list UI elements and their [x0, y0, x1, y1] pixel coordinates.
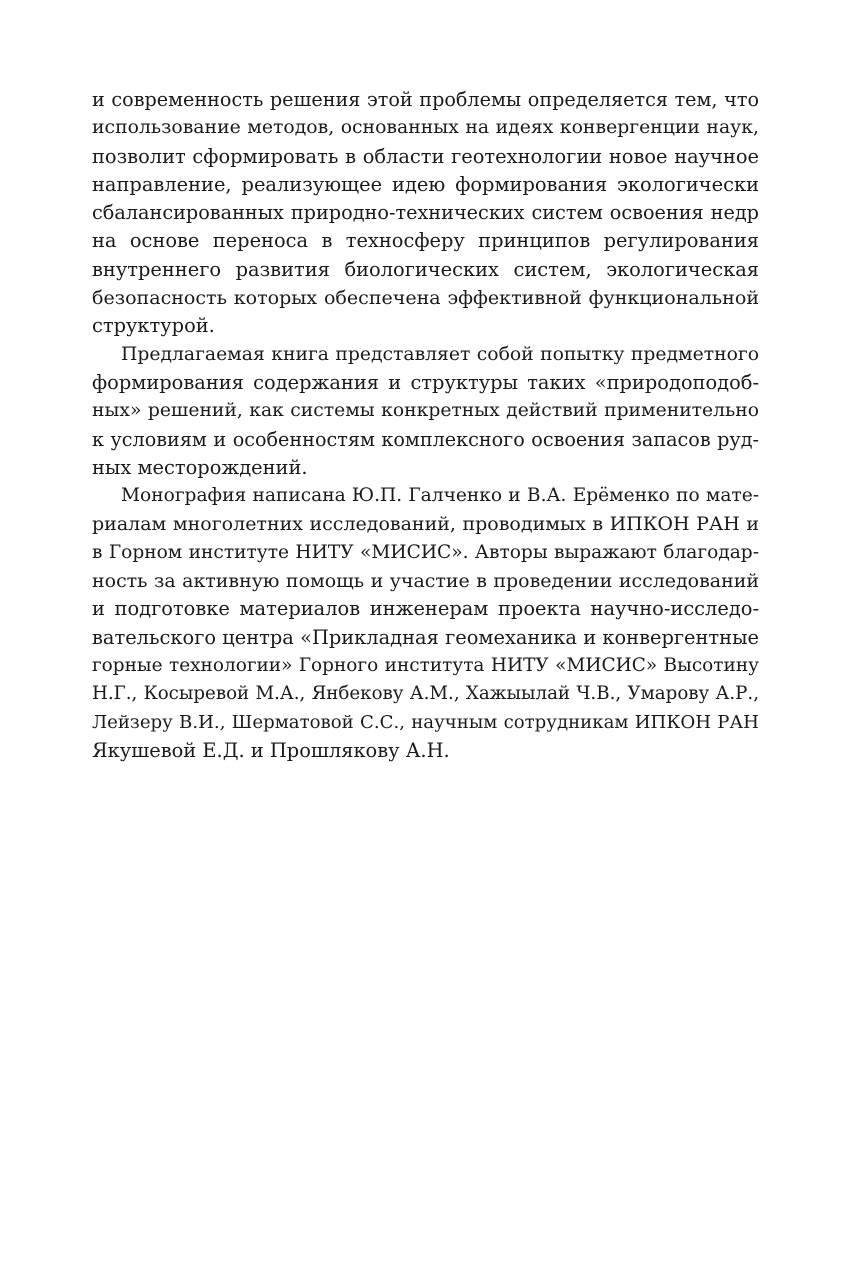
text-line: на основе переноса в техносферу принципов регулирования: [92, 229, 759, 253]
text-line: Якушевой Е.Д. и Прошлякову А.Н.: [92, 738, 450, 762]
text-line: Лейзеру В.И., Шерматовой С.С., научным сотрудникам ИПКОН РАН: [92, 711, 759, 733]
text-line: ных» решений, как системы конкретных действий применительно: [92, 400, 759, 422]
body-text: [92, 86, 759, 765]
text-line: Монография написана Ю.П. Галченко и В.А. Ерёменко по мате-: [121, 485, 759, 507]
text-line: структурой.: [92, 314, 215, 338]
text-line: горные технологии» Горного института НИТУ «МИСИС» Высотину: [92, 654, 759, 676]
paragraph-2: [92, 341, 759, 482]
text-line: вательского центра «Прикладная геомеханика и конвергентные: [92, 625, 759, 649]
text-line: в Горном институте НИТУ «МИСИС». Авторы выражают благодар-: [92, 541, 759, 563]
text-line: Н.Г., Косыревой М.А., Янбекову А.М., Хажыылай Ч.В., Умарову А.Р.,: [92, 683, 759, 705]
paragraph-3: [92, 482, 759, 765]
text-line: и современность решения этой проблемы определяется тем, что: [92, 88, 759, 111]
text-line: риалам многолетних исследований, проводимых в ИПКОН РАН и: [92, 513, 759, 536]
text-line: формирования содержания и структуры таких «природоподоб-: [92, 370, 759, 394]
text-line: ность за активную помощь и участие в проведении исследований: [92, 570, 759, 593]
text-line: к условиям и особенностям комплексного освоения запасов руд-: [92, 427, 759, 451]
text-line: безопасность которых обеспечена эффективной функциональной: [92, 287, 759, 310]
text-line: Предлагаемая книга представляет собой попытку предметного: [121, 343, 759, 365]
text-line: и подготовке материалов инженерам проекта научно-исследо-: [92, 597, 759, 621]
text-line: ных месторождений.: [92, 455, 308, 479]
paragraph-1: [92, 86, 759, 341]
text-line: позволит сформировать в области геотехнологии новое научное: [92, 144, 759, 168]
text-line: сбалансированных природно-технических систем освоения недр: [92, 201, 759, 225]
text-line: внутреннего развития биологических систем, экологическая: [92, 257, 759, 281]
text-line: направление, реализующее идею формирования экологически: [92, 172, 759, 196]
text-line: использование методов, основанных на идеях конвергенции наук,: [92, 117, 759, 139]
